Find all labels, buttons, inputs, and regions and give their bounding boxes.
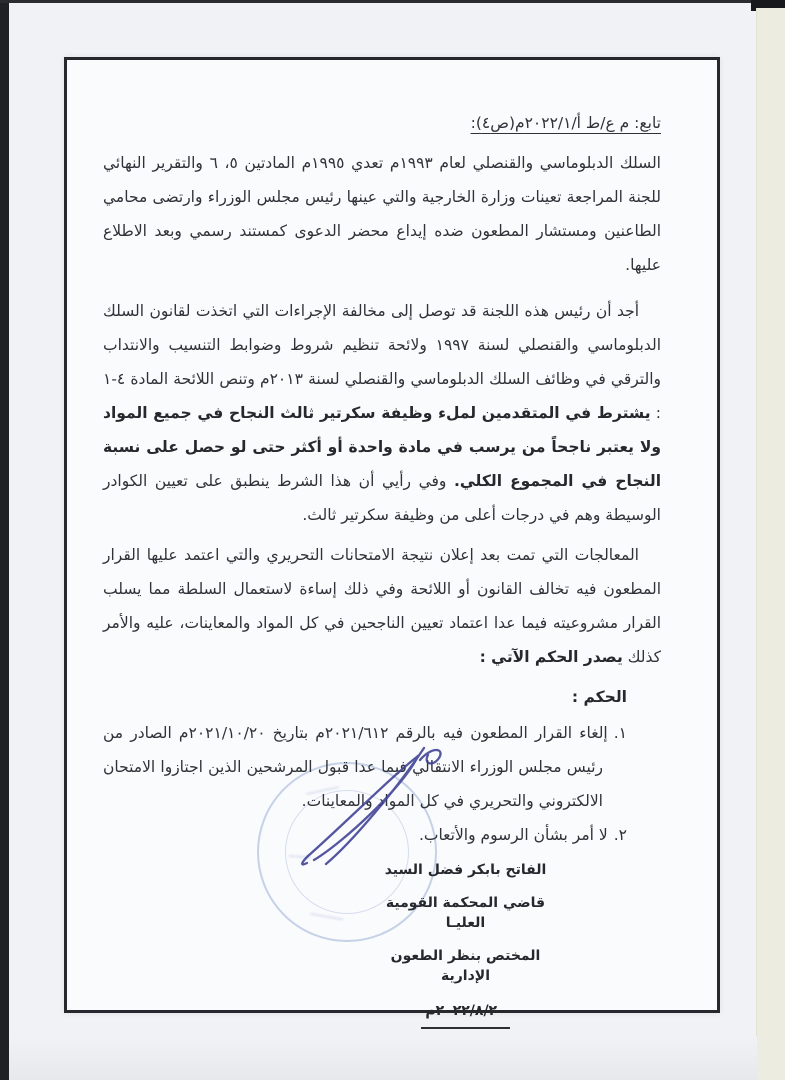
- signature-block: [378, 860, 553, 1029]
- ruling-date: ٢٠٢٢/٨/٢٠م: [421, 1001, 509, 1029]
- paragraph-corps-law: [103, 146, 661, 282]
- document-body: [67, 60, 717, 1029]
- stamp-text-mark: ﹏﹏﹏: [304, 776, 340, 797]
- findings-opinion-text: وفي رأيي أن هذا الشرط ينطبق على تعيين الكوادر الوسيطة وهم في درجات أعلى من وظيفة سكرتير ثالث.: [103, 472, 661, 524]
- ruling-item-2-number: ٢.: [613, 826, 627, 844]
- ruling-item-1-number: ١.: [613, 724, 627, 742]
- ruling-item-1-text: إلغاء القرار المطعون فيه بالرقم ٢٠٢١/٦١٢م بتاريخ ٢٠٢١/١٠/٢٠م الصادر من رئيس مجلس الوزراء الانتقالي فيما عدا قبول المرشحين الذين اجتازوا الامتحان الالكتروني والتحريري في كل المواد والمعاينات.: [103, 724, 608, 810]
- findings-intro-text: أجد أن رئيس هذه اللجنة قد توصل إلى مخالفة الإجراءات التي اتخذت لقانون السلك الدبلوماسي والقنصلي لسنة ١٩٩٧ ولائحة تنظيم شروط وضوابط التنسيب والانتداب والترقي في وظائف السلك الدبلوماسي والقنصلي لسنة ٢٠١٣م وتنص اللائحة المادة ٤-١ :: [103, 302, 661, 422]
- ruling-date-wrap: [378, 999, 553, 1029]
- scan-edge-left: [0, 0, 9, 1080]
- judge-role: المختص بنظر الطعون الإدارية: [390, 948, 541, 984]
- document-page: [64, 57, 720, 1019]
- stamp-text-mark: ﹏﹏﹏: [310, 903, 345, 922]
- scan-edge-top: [0, 0, 785, 3]
- judge-name: الفاتح بابكر فضل السيد: [384, 862, 547, 878]
- findings-article-quote: يشترط في المتقدمين لملء وظيفة سكرتير ثالث النجاح في جميع المواد ولا يعتبر ناجحاً من يرسب في مادة واحدة أو أكثر حتى لو حصل على نسبة النجاح في المجموع الكلي.: [103, 404, 662, 490]
- case-reference: تابع: م ع/ط أ/٢٠٢٢/١م(ص٤):: [470, 114, 661, 132]
- judge-title: قاضي المحكمة القومية العليـا: [385, 895, 546, 931]
- ruling-heading: الحكم :: [571, 688, 627, 706]
- ruling-item-2-text: لا أمر بشأن الرسوم والأتعاب.: [418, 826, 608, 844]
- scan-shadow-bottom: [9, 1036, 757, 1080]
- scan-strip-right: [756, 8, 785, 1080]
- stamp-text-mark: ﹏﹏: [288, 845, 312, 860]
- paragraph-corps-law-text: السلك الدبلوماسي والقنصلي لعام ١٩٩٣م تعدي ١٩٩٥م المادتين ٥، ٦ والتقرير النهائي للجنة المراجعة تعينات وزارة الخارجية والتي عينها رئيس مجلس الوزراء وارتضى محامي الطاعنين ومستشار المطعون ضده إيداع محضر الدعوى كمستند رسمي وبعد الاطلاع عليها.: [103, 154, 661, 274]
- conclusion-verdict-intro: يصدر الحكم الآتي :: [479, 648, 623, 666]
- signature-scribble: [292, 742, 467, 872]
- paragraph-findings: [103, 294, 661, 532]
- conclusion-text: المعالجات التي تمت بعد إعلان نتيجة الامتحانات التحريري والتي اعتمد عليها القرار المطعون فيه تخالف القانون أو اللائحة وفي ذلك إساءة لاستعمال السلطة مما يسلب القرار مشروعيته فيما عدا اعتماد تعيين الناجحين في كل المواد والمعاينات، عليه والأمر كذلك: [103, 546, 661, 666]
- paragraph-conclusion: [103, 538, 661, 674]
